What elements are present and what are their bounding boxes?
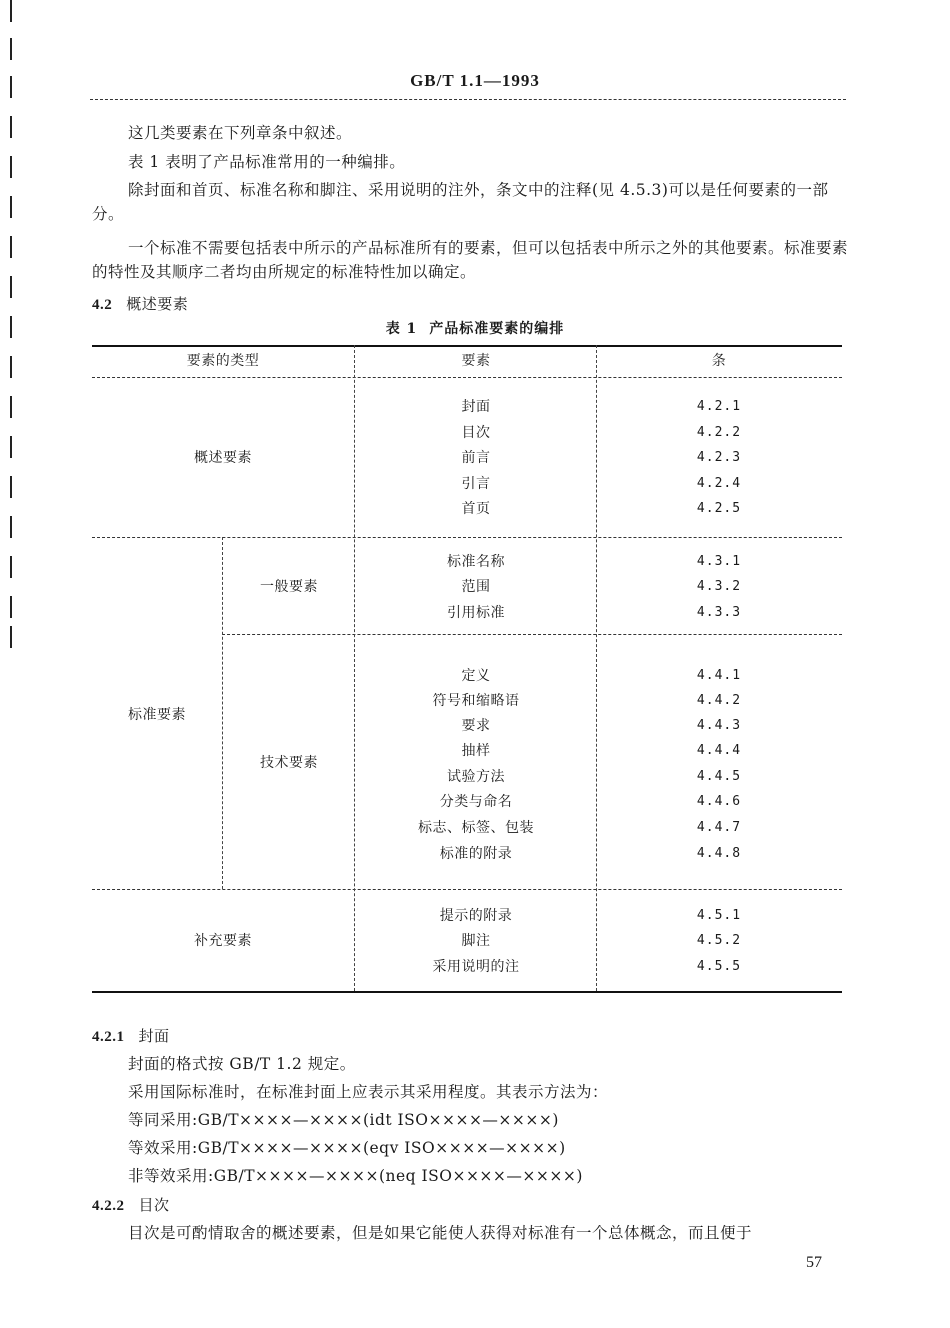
table-cell-clause: 4.4.1 bbox=[696, 668, 742, 683]
table-cell-clause: 4.3.1 bbox=[696, 554, 742, 569]
group-overview: 概述要素 bbox=[194, 450, 252, 466]
section-title: 概述要素 bbox=[126, 295, 189, 313]
table-row-rule bbox=[222, 634, 842, 635]
binding-mark bbox=[10, 0, 12, 22]
table-cell-element: 定义 bbox=[461, 668, 491, 684]
table-cell-element: 引用标准 bbox=[447, 605, 505, 621]
table-cell-clause: 4.4.3 bbox=[696, 718, 742, 733]
table-header-clause: 条 bbox=[711, 353, 727, 369]
table-cell-element: 引言 bbox=[461, 476, 491, 492]
table-cell-element: 封面 bbox=[461, 399, 491, 415]
paragraph: 封面的格式按 GB/T 1.2 规定。 bbox=[128, 1055, 356, 1073]
group-technical: 技术要素 bbox=[260, 755, 318, 771]
table-cell-element: 要求 bbox=[461, 718, 491, 734]
table-header-rule bbox=[92, 377, 842, 378]
table-cell-clause: 4.4.8 bbox=[696, 846, 742, 861]
table-row-rule bbox=[92, 889, 842, 890]
table-cell-clause: 4.2.4 bbox=[696, 476, 742, 491]
table-cell-clause: 4.4.5 bbox=[696, 769, 742, 784]
page-number: 57 bbox=[806, 1254, 822, 1271]
binding-mark bbox=[10, 436, 12, 458]
table-cell-clause: 4.2.2 bbox=[696, 425, 742, 440]
section-heading bbox=[92, 1193, 170, 1218]
paragraph: 采用国际标准时，在标准封面上应表示其采用程度。其表示方法为： bbox=[128, 1083, 609, 1101]
table-cell-element: 首页 bbox=[461, 501, 491, 517]
binding-mark bbox=[10, 116, 12, 138]
binding-mark bbox=[10, 38, 12, 60]
table-cell-element: 脚注 bbox=[461, 933, 491, 949]
binding-mark bbox=[10, 236, 12, 258]
table-column-rule bbox=[354, 345, 355, 991]
table-cell-element: 提示的附录 bbox=[439, 908, 513, 924]
binding-mark bbox=[10, 516, 12, 538]
table-cell-clause: 4.3.3 bbox=[696, 605, 742, 620]
group-standard: 标准要素 bbox=[128, 707, 186, 723]
table-cell-element: 范围 bbox=[461, 579, 491, 595]
table-cell-clause: 4.5.1 bbox=[696, 908, 742, 923]
table-cell-clause: 4.4.6 bbox=[696, 794, 742, 809]
table-cell-clause: 4.4.2 bbox=[696, 693, 742, 708]
binding-mark bbox=[10, 156, 12, 178]
section-number: 4.2.1 bbox=[92, 1029, 125, 1045]
table-cell-clause: 4.5.2 bbox=[696, 933, 742, 948]
table-bottom-rule bbox=[92, 991, 842, 993]
table-caption-number: 表 1 bbox=[385, 321, 418, 337]
binding-mark bbox=[10, 556, 12, 578]
table-cell-clause: 4.2.1 bbox=[696, 399, 742, 414]
table-cell-clause: 4.5.5 bbox=[696, 959, 742, 974]
paragraph: 这几类要素在下列章条中叙述。 bbox=[128, 124, 353, 142]
binding-mark bbox=[10, 476, 12, 498]
table-row-rule bbox=[92, 537, 842, 538]
binding-mark bbox=[10, 196, 12, 218]
table-header-type: 要素的类型 bbox=[186, 353, 260, 369]
paragraph: 目次是可酌情取舍的概述要素，但是如果它能使人获得对标准有一个总体概念，而且便于 bbox=[128, 1224, 753, 1242]
section-title: 封面 bbox=[138, 1027, 170, 1045]
running-header: GB/T 1.1—1993 bbox=[410, 71, 540, 90]
table-cell-clause: 4.4.4 bbox=[696, 743, 742, 758]
table-caption bbox=[0, 318, 950, 338]
table-cell-element: 符号和缩略语 bbox=[432, 693, 520, 709]
paragraph: 等同采用:GB/T××××—××××(idt ISO××××—××××) bbox=[128, 1111, 559, 1129]
table-cell-element: 试验方法 bbox=[447, 769, 505, 785]
table-cell-element: 标准名称 bbox=[447, 554, 505, 570]
table-cell-clause: 4.4.7 bbox=[696, 820, 742, 835]
section-heading bbox=[92, 1024, 170, 1049]
table-column-rule bbox=[222, 537, 223, 889]
section-title: 目次 bbox=[138, 1196, 170, 1214]
table-caption-title: 产品标准要素的编排 bbox=[429, 321, 565, 337]
table-cell-clause: 4.2.5 bbox=[696, 501, 742, 516]
table-cell-clause: 4.2.3 bbox=[696, 450, 742, 465]
section-number: 4.2.2 bbox=[92, 1198, 125, 1214]
group-supplementary: 补充要素 bbox=[194, 933, 252, 949]
binding-mark bbox=[10, 396, 12, 418]
binding-mark bbox=[10, 356, 12, 378]
table-cell-element: 目次 bbox=[461, 425, 491, 441]
table-cell-element: 标志、标签、包装 bbox=[418, 820, 534, 836]
table-cell-element: 前言 bbox=[461, 450, 491, 466]
paragraph: 等效采用:GB/T××××—××××(eqv ISO××××—××××) bbox=[128, 1139, 566, 1157]
binding-mark bbox=[10, 596, 12, 618]
table-cell-element: 分类与命名 bbox=[439, 794, 513, 810]
paragraph: 非等效采用:GB/T××××—××××(neq ISO××××—××××) bbox=[128, 1167, 583, 1185]
table-cell-element: 抽样 bbox=[461, 743, 491, 759]
table-top-rule bbox=[92, 345, 842, 347]
binding-mark bbox=[10, 626, 12, 648]
paragraph: 表 1 表明了产品标准常用的一种编排。 bbox=[128, 153, 406, 171]
section-number: 4.2 bbox=[92, 297, 113, 313]
paragraph: 除封面和首页、标准名称和脚注、采用说明的注外，条文中的注释(见 4.5.3)可以是任何要素的一部分。 bbox=[92, 181, 829, 223]
section-heading bbox=[92, 292, 188, 317]
table-cell-element: 标准的附录 bbox=[439, 846, 513, 862]
table-cell-clause: 4.3.2 bbox=[696, 579, 742, 594]
table-cell-element: 采用说明的注 bbox=[432, 959, 520, 975]
group-general: 一般要素 bbox=[260, 579, 318, 595]
header-rule bbox=[90, 99, 846, 100]
binding-mark bbox=[10, 276, 12, 298]
table-column-rule bbox=[596, 345, 597, 991]
paragraph: 一个标准不需要包括表中所示的产品标准所有的要素，但可以包括表中所示之外的其他要素。标准要素的特性及其顺序二者均由所规定的标准特性加以确定。 bbox=[92, 239, 849, 281]
table-header-element: 要素 bbox=[461, 353, 491, 369]
